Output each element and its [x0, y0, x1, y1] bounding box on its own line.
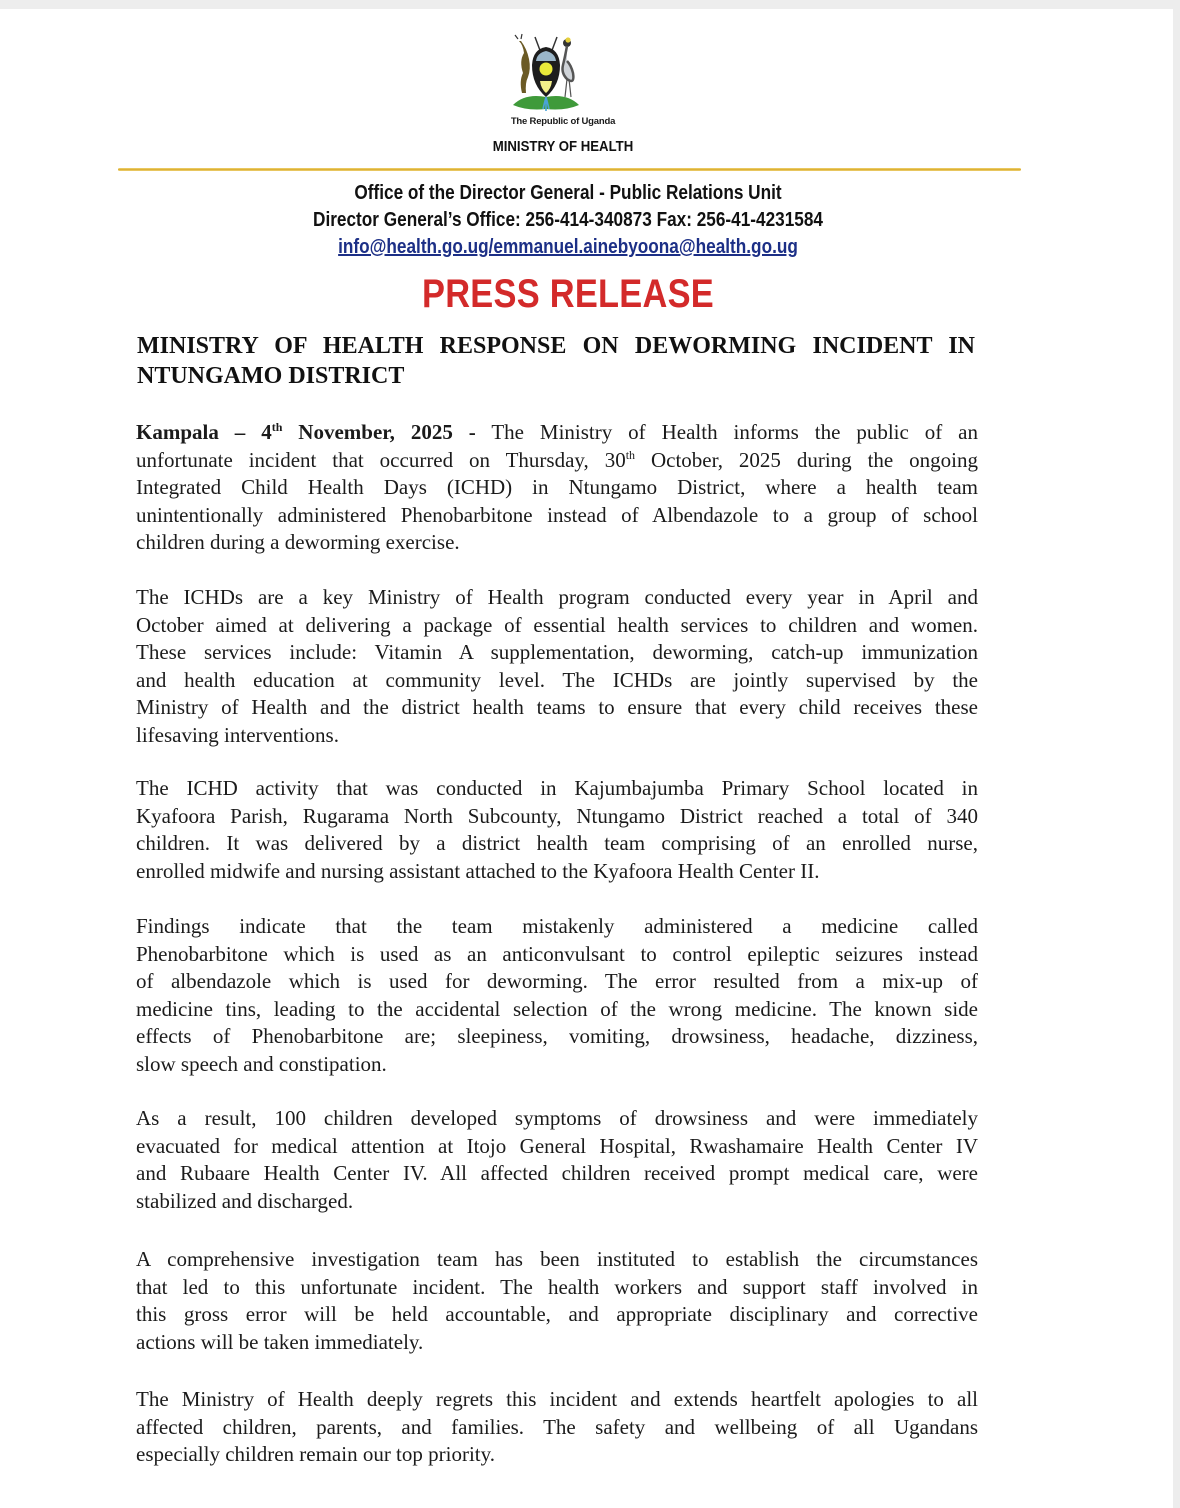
paragraph-outcome — [136, 1105, 978, 1215]
paragraph-line: These services include: Vitamin A supplementation, deworming, catch-up immunization — [136, 640, 978, 665]
dateline: Kampala – 4th November, 2025 - — [136, 420, 476, 444]
paragraph-line: and Rubaare Health Center IV. All affected children received prompt medical care, were — [136, 1161, 978, 1186]
paragraph-line: children. It was delivered by a district health team comprising of an enrolled nurse, — [136, 831, 978, 856]
paragraph-line: Ministry of Health and the district health teams to ensure that every child receives these — [136, 695, 978, 720]
paragraph-line: stabilized and discharged. — [136, 1188, 354, 1213]
republic-label: The Republic of Uganda — [510, 116, 616, 127]
paragraph-line: slow speech and constipation. — [136, 1051, 387, 1076]
title-line-2: NTUNGAMO DISTRICT — [137, 363, 405, 389]
emblem-crane — [563, 46, 574, 81]
press-release-page — [0, 9, 1173, 1508]
paragraph-line: affected children, parents, and families. The safety and wellbeing of all Ugandans — [136, 1414, 978, 1439]
paragraph-line: Findings indicate that the team mistakenly administered a medicine called — [136, 914, 978, 938]
paragraph-line: medicine tins, leading to the accidental selection of the wrong medicine. The known side — [136, 996, 978, 1021]
paragraph-line: Kampala – 4th November, 2025 - The Ministry of Health informs the public of an — [136, 420, 978, 444]
paragraph-line: that led to this unfortunate incident. The health workers and support staff involved in — [136, 1274, 978, 1299]
paragraph-line: Integrated Child Health Days (ICHD) in Ntungamo District, where a health team — [136, 475, 978, 500]
coat-of-arms-icon — [505, 31, 587, 117]
paragraph-intro — [136, 419, 978, 557]
paragraph-line: of albendazole which is used for deworming. The error resulted from a mix-up of — [136, 969, 978, 994]
paragraph-line: children during a deworming exercise. — [136, 530, 460, 555]
title-line-1: MINISTRY OF HEALTH RESPONSE ON DEWORMING INCIDENT IN — [137, 333, 975, 359]
paragraph-line: The ICHD activity that was conducted in Kajumbajumba Primary School located in — [136, 776, 978, 800]
paragraph-line: The ICHDs are a key Ministry of Health program conducted every year in April and — [136, 585, 978, 609]
paragraph-apology — [136, 1386, 978, 1469]
paragraph-line: As a result, 100 children developed symptoms of drowsiness and were immediately — [136, 1106, 978, 1130]
press-release-heading: PRESS RELEASE — [421, 272, 714, 316]
emblem-kob — [519, 41, 530, 93]
paragraph-line: actions will be taken immediately. — [136, 1329, 424, 1354]
paragraph-line: The Ministry of Health deeply regrets this incident and extends heartfelt apologies to all — [136, 1387, 978, 1411]
header-divider — [118, 168, 1021, 171]
paragraph-line: Phenobarbitone which is used as an anticonvulsant to control epileptic seizures instead — [136, 941, 978, 966]
contact-phone-line: Director General’s Office: 256-414-340873 Fax: 256-41-4231584 — [313, 209, 823, 231]
paragraph-findings — [136, 913, 978, 1079]
contact-email-link[interactable]: info@health.go.ug/emmanuel.ainebyoona@health.go.ug — [338, 236, 798, 258]
office-line: Office of the Director General - Public Relations Unit — [354, 182, 782, 204]
paragraph-line: this gross error will be held accountable, and appropriate disciplinary and corrective — [136, 1302, 978, 1327]
paragraph-line: effects of Phenobarbitone are; sleepiness, vomiting, drowsiness, headache, dizziness, — [136, 1024, 978, 1049]
document-title — [137, 331, 975, 391]
paragraph-ichd-program — [136, 584, 978, 750]
paragraph-line: October aimed at delivering a package of essential health services to children and women. — [136, 612, 978, 637]
paragraph-line: enrolled midwife and nursing assistant attached to the Kyafoora Health Center II. — [136, 858, 820, 883]
paragraph-line: A comprehensive investigation team has been instituted to establish the circumstances — [136, 1247, 978, 1271]
paragraph-line: and health education at community level. The ICHDs are jointly supervised by the — [136, 667, 978, 692]
paragraph-line: unfortunate incident that occurred on Thursday, 30th October, 2025 during the ongoing — [136, 447, 978, 472]
emblem-sun — [540, 63, 553, 76]
paragraph-line: evacuated for medical attention at Itojo General Hospital, Rwashamaire Health Center IV — [136, 1133, 978, 1158]
ministry-name: MINISTRY OF HEALTH — [492, 138, 634, 155]
paragraph-line: lifesaving interventions. — [136, 722, 339, 747]
paragraph-line: especially children remain our top priority. — [136, 1442, 496, 1467]
paragraph-investigation — [136, 1246, 978, 1356]
paragraph-activity — [136, 775, 978, 885]
paragraph-line: Kyafoora Parish, Rugarama North Subcounty, Ntungamo District reached a total of 340 — [136, 803, 978, 828]
paragraph-line: unintentionally administered Phenobarbitone instead of Albendazole to a group of school — [136, 502, 978, 527]
